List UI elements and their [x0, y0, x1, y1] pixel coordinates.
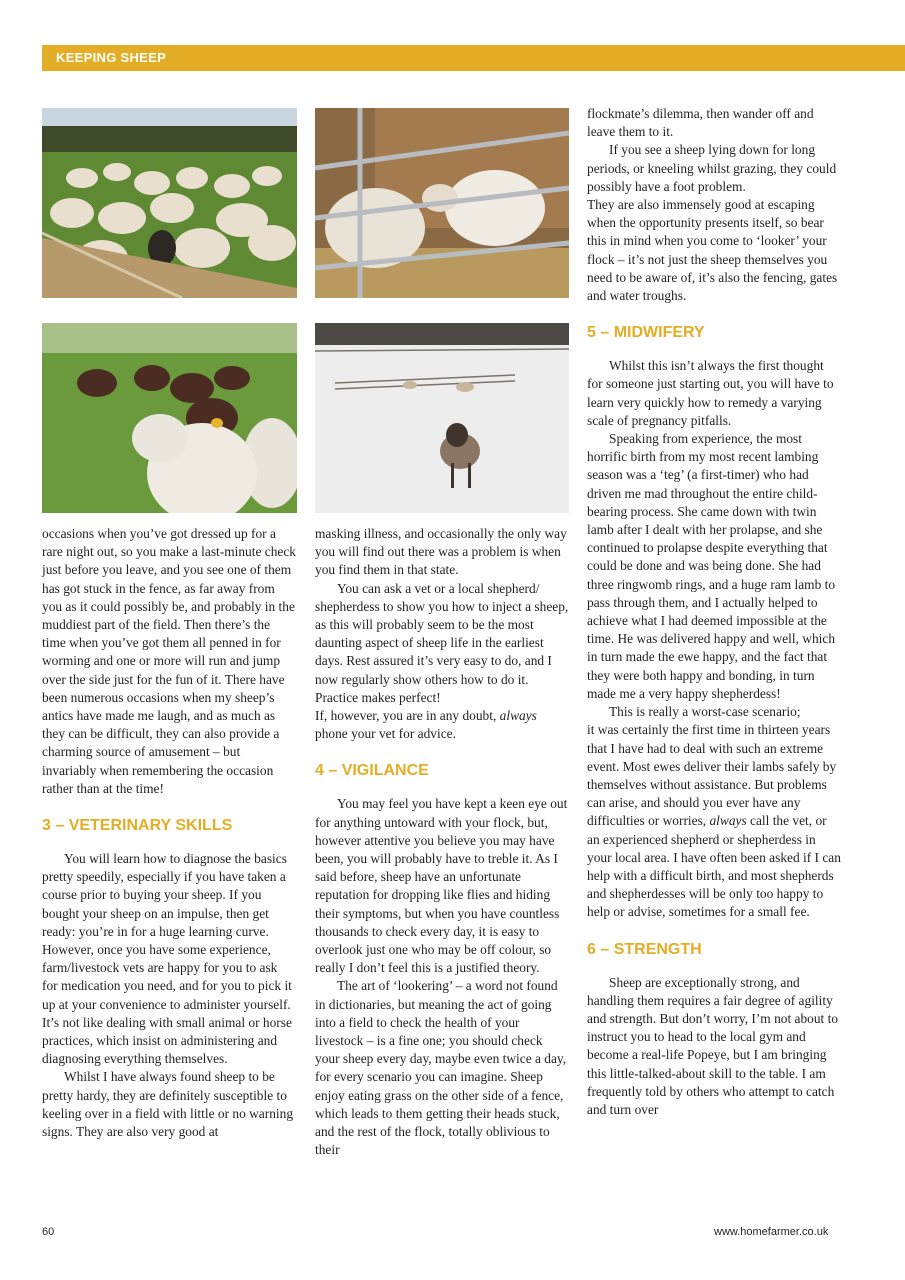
section-title: KEEPING SHEEP	[56, 50, 167, 65]
body-paragraph: This is really a worst-case scenario;	[609, 704, 801, 720]
body-paragraph: They are also immensely good at escaping when the opportunity presents itself, so bear this in mind when you come to ‘looker’ your flock – it’s not just the sheep themselves you need to be aware of, it’s also the fencing, gates and water troughs.	[587, 197, 838, 304]
section-header-bar	[42, 45, 905, 71]
body-paragraph: You will learn how to diagnose the basics pretty speedily, especially if you have taken a course prior to buying your sheep. If you bought your sheep on an impulse, then get ready: you’re in for a huge learning curve. However, once you have some experience, farm/livestock vets are happy for you to ask for medication you need, and for you to pick it up at your convenience to administer yourself. It’s not like dealing with small animal or horse practices, which insist on administering and diagnosing everything themselves.	[42, 851, 292, 1067]
body-paragraph: Sheep are exceptionally strong, and handling them requires a fair degree of agility and strength. But don’t worry, I’m not about to instruct you to head to the local gym and become a real-life Popeye, but I am bringing this little-talked-about skill to the table. I am frequently told by others who attempt to catch and turn over	[587, 974, 839, 1117]
body-paragraph: The art of ‘lookering’ – a word not found in dictionaries, but meaning the act of going into a field to check the health of your livestock – is a fine one; you should check your sheep every day, maybe even twice a day, for every scenario you can imagine. Sheep enjoy eating grass on the other side of a fence, which leads to them getting their heads stuck, and the rest of the flock, totally oblivious to their	[315, 978, 567, 1158]
text-run: phone your vet for advice.	[315, 726, 456, 742]
column-1	[42, 525, 296, 1141]
heading-veterinary-skills: 3 – VETERINARY SKILLS	[42, 817, 233, 835]
heading-strength: 6 – STRENGTH	[587, 940, 702, 958]
body-paragraph: Whilst I have always found sheep to be pretty hardy, they are definitely susceptible to keeling over in a field with little or no warning signs. They are also very good at	[42, 1069, 294, 1140]
body-paragraph	[315, 707, 569, 743]
body-paragraph	[587, 721, 841, 921]
body-paragraph: If you see a sheep lying down for long periods, or kneeling whilst grazing, they could possibly have a foot problem.	[587, 142, 837, 194]
photo-lambs-at-gate	[315, 108, 569, 298]
heading-midwifery: 5 – MIDWIFERY	[587, 324, 705, 342]
body-paragraph: You can ask a vet or a local shepherd/ shepherdess to show you how to inject a sheep, as this will probably seem to be the most daunting aspect of sheep life in the earliest days. Rest assured it’s very easy to do, and I now regularly show others how to do it. Practice makes perfect!	[315, 580, 569, 705]
photo-flock-in-field	[42, 108, 297, 298]
footer-website: www.homefarmer.co.uk	[714, 1226, 829, 1238]
text-run: it was certainly the first time in thirteen years that I have had to deal with such an extreme event. Most ewes deliver their lambs safely by themselves without assistance. But problems can arise, and should you ever have any difficulties or worries,	[587, 722, 837, 829]
photo-sheep-in-snow	[315, 323, 569, 513]
text-run: call the vet, or an experienced shepherd or shepherdess in your local area. I have often been asked if I can help with a difficult birth, and most shepherds and shepherdesses will be only too happy to help or advise, sometimes for a small fee.	[587, 813, 841, 920]
body-paragraph: You may feel you have kept a keen eye out for anything untoward with your flock, but, however attentive you believe you may have been, you will probably have to treble it. As I said before, sheep have an unfortunate reputation for dropping like flies and hiding their symptoms, but when you have countless thousands to check every day, it is easy to overlook just one who may be off colour, so really I don’t feel this is a justified theory.	[315, 796, 568, 976]
body-paragraph: Whilst this isn’t always the first thought for someone just starting out, you will have to learn very quickly how to remedy a varying scale of pregnancy pitfalls.	[587, 358, 834, 428]
body-paragraph: Speaking from experience, the most horrific birth from my most recent lambing season was a ‘teg’ (a first-timer) who had driven me mad throughout the entire child-bearing process. She came down with twin lamb after I dealt with her prolapse, and she continued to prolapse despite everything that could be done and was being done. She had three ringwomb rings, and a huge ram lamb to pass through them, and I actually helped to achieve what I had deemed impossible at the time. He was delivered happy and well, which in turn made the ewe happy, and the fact that they were both happy and bonding, in turn made me a very happy shepherdess!	[587, 431, 836, 701]
emphasis-text: always	[499, 708, 537, 724]
emphasis-text: always	[709, 813, 747, 829]
page-number: 60	[42, 1226, 55, 1238]
column-2	[315, 525, 569, 1160]
body-paragraph: flockmate’s dilemma, then wander off and leave them to it.	[587, 106, 814, 140]
text-run: If, however, you are in any doubt,	[315, 708, 500, 724]
body-paragraph: occasions when you’ve got dressed up for a rare night out, so you make a last-minute check just before you leave, and you see one of them has got stuck in the fence, as far away from you as it could possibly be, and probably in the muddiest part of the field. Then there’s the time when you’ve got them all penned in for worming and one or more will run and jump over the side just for the fun of it. There have been numerous occasions when my sheep’s antics have made me laugh, and as much as they can be difficult, they can also provide a charming source of amusement – but invariably when remembering the occasion rather than at the time!	[42, 526, 296, 796]
column-3	[587, 105, 841, 1119]
body-paragraph: masking illness, and occasionally the only way you will find out there was a problem is when you find them in that state.	[315, 526, 567, 578]
photo-ewe-closeup	[42, 323, 297, 513]
heading-vigilance: 4 – VIGILANCE	[315, 762, 429, 780]
